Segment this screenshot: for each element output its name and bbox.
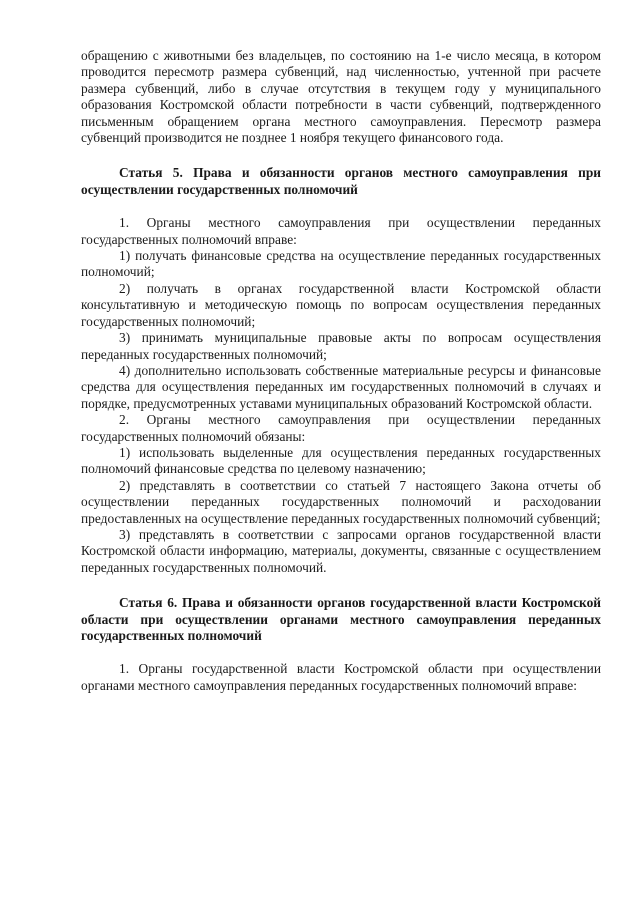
article-5-paragraph: 2) получать в органах государственной власти Костромской области консультативную и методическую помощь по вопросам осуществления переданных государственных полномочий; (81, 280, 601, 329)
article-6-paragraph: 1. Органы государственной власти Костромской области при осуществлении органами местного самоуправления переданных государственных полномочий вправе: (81, 661, 601, 693)
article-5 (81, 165, 601, 576)
article-5-paragraph: 1) получать финансовые средства на осуществление переданных государственных полномочий; (81, 248, 601, 280)
article-5-heading: Статья 5. Права и обязанности органов местного самоуправления при осуществлении государственных полномочий (81, 165, 601, 197)
article-5-paragraph: 3) представлять в соответствии с запросами органов государственной власти Костромской области информацию, материалы, документы, связанные с осуществлением переданных государственных полномочий. (81, 526, 601, 575)
article-5-paragraph: 2. Органы местного самоуправления при осуществлении переданных государственных полномочий обязаны: (81, 412, 601, 444)
article-6-heading: Статья 6. Права и обязанности органов государственной власти Костромской области при осуществлении органами местного самоуправления переданных государственных полномочий (81, 595, 601, 643)
article-6 (81, 595, 601, 694)
article-5-paragraph: 4) дополнительно использовать собственные материальные ресурсы и финансовые средства для осуществления переданных им государственных полномочий в случаях и порядке, предусмотренных уставами муниципальных образований Костромской области. (81, 362, 601, 411)
intro-paragraph: обращению с животными без владельцев, по состоянию на 1-е число месяца, в котором проводится пересмотр размера субвенций, над численностью, учтенной при расчете размера субвенций, либо в случае отсутствия в текущем году у муниципального образования Костромской области потребности в части субвенций, подтвержденного письменным обращением органа местного самоуправления. Пересмотр размера субвенций производится не позднее 1 ноября текущего финансового года. (81, 48, 601, 146)
article-5-paragraph: 3) принимать муниципальные правовые акты по вопросам осуществления переданных государственных полномочий; (81, 330, 601, 362)
article-5-paragraph: 1) использовать выделенные для осуществления переданных государственных полномочий финансовые средства по целевому назначению; (81, 444, 601, 477)
document-page (81, 48, 601, 694)
article-5-paragraph: 2) представлять в соответствии со статьей 7 настоящего Закона отчеты об осуществлении переданных государственных полномочий и расходовании предоставленных на осуществление переданных государственных полномочий субвенций; (81, 477, 601, 526)
article-5-paragraph: 1. Органы местного самоуправления при осуществлении переданных государственных полномочий вправе: (81, 215, 601, 247)
